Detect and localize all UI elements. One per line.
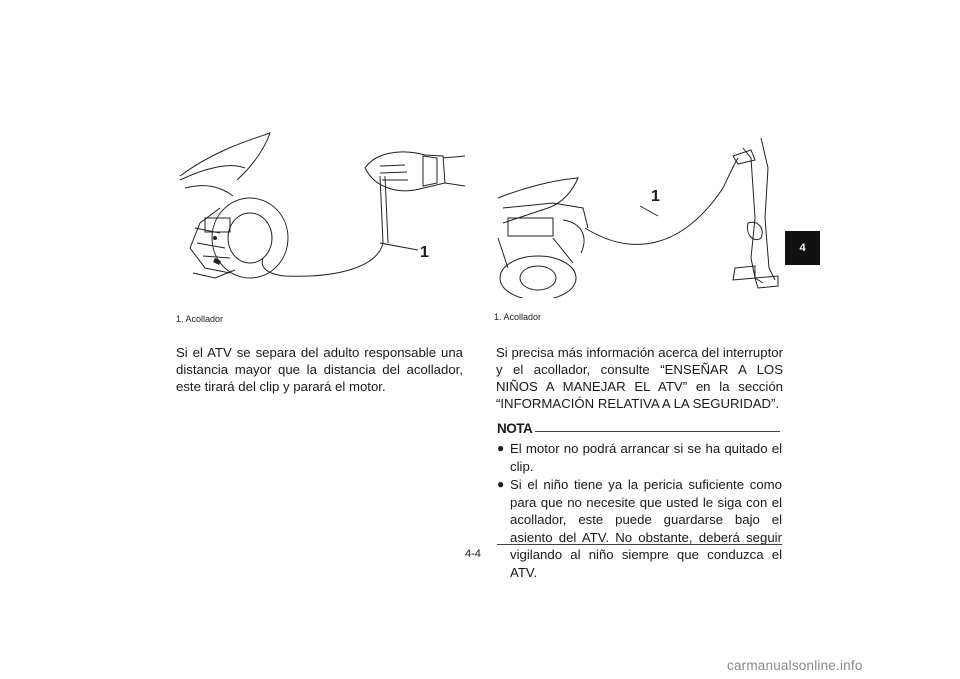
callout-number: 1: [651, 188, 660, 205]
figure-caption: 1. Acollador: [176, 314, 224, 324]
note-item-text: El motor no podrá arrancar si se ha quitado el clip.: [510, 441, 782, 474]
list-item: [497, 440, 782, 475]
note-title: NOTA: [497, 421, 533, 436]
bullet-icon: ●: [497, 441, 505, 455]
note-item-text: Si el niño tiene ya la pericia suficiente como para que no necesite que usted le siga con el acollador, este puede guardarse bajo el asiento del ATV. No obstante, deberá seguir vigilando al niño siempre que conduzca el ATV.: [510, 477, 782, 580]
note-heading: [497, 421, 780, 437]
paragraph-more-info: Si precisa más información acerca del interruptor y el acollador, consulte “ENSEÑAR A LOS NIÑOS A MANEJAR EL ATV” en la sección “INFORMACIÓN RELATIVA A LA SEGURIDAD”.: [496, 345, 783, 411]
note-divider: [535, 431, 780, 432]
callout-number: 1: [420, 244, 429, 261]
tether-illustration-right: [493, 128, 783, 298]
page-number: 4-4: [465, 548, 481, 560]
list-item: [497, 476, 782, 581]
tether-illustration-left: [175, 128, 470, 298]
figure-caption: 1. Acollador: [494, 312, 542, 322]
note-divider: [497, 544, 782, 545]
chapter-tab: 4: [785, 231, 820, 265]
paragraph-tether-disconnect: Si el ATV se separa del adulto responsable una distancia mayor que la distancia del acollador, este tirará del clip y parará el motor.: [176, 345, 463, 394]
bullet-icon: ●: [497, 477, 505, 491]
note-list: [497, 440, 782, 582]
watermark: carmanualsonline.info: [727, 658, 863, 673]
